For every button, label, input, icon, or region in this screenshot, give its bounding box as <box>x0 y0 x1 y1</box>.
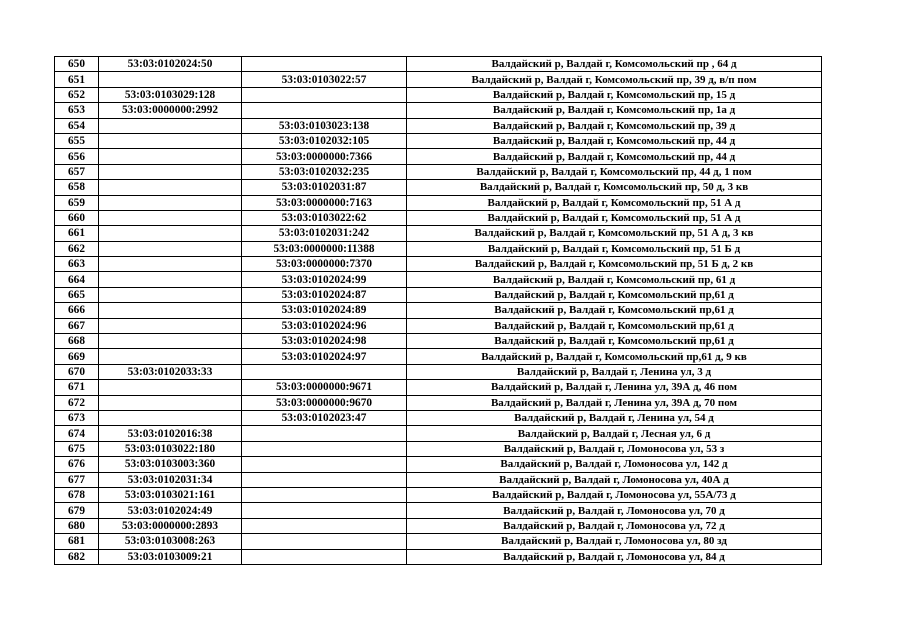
address-cell: Валдайский р, Валдай г, Комсомольский пр, 39 д <box>407 118 822 133</box>
cadastral-number-cell <box>99 257 242 272</box>
table-row <box>55 226 822 241</box>
table-row <box>55 410 822 425</box>
table-row <box>55 149 822 164</box>
row-number-cell: 675 <box>55 441 99 456</box>
cadastral-number-alt-cell: 53:03:0102031:87 <box>242 180 407 195</box>
cadastral-number-alt-cell: 53:03:0103022:62 <box>242 210 407 225</box>
address-cell: Валдайский р, Валдай г, Комсомольский пр, 51 А д, 3 кв <box>407 226 822 241</box>
row-number-cell: 651 <box>55 72 99 87</box>
table-row <box>55 272 822 287</box>
table-row <box>55 164 822 179</box>
cadastral-number-cell <box>99 241 242 256</box>
cadastral-number-alt-cell: 53:03:0102024:87 <box>242 287 407 302</box>
table-row <box>55 534 822 549</box>
table-row <box>55 133 822 148</box>
address-cell: Валдайский р, Валдай г, Комсомольский пр,61 д <box>407 303 822 318</box>
table-row <box>55 103 822 118</box>
cadastral-number-alt-cell <box>242 534 407 549</box>
cadastral-number-alt-cell: 53:03:0102024:98 <box>242 334 407 349</box>
cadastral-number-cell <box>99 287 242 302</box>
cadastral-number-alt-cell <box>242 472 407 487</box>
address-cell: Валдайский р, Валдай г, Комсомольский пр, 1а д <box>407 103 822 118</box>
table-row <box>55 195 822 210</box>
cadastral-number-cell <box>99 195 242 210</box>
table-row <box>55 303 822 318</box>
cadastral-number-cell <box>99 180 242 195</box>
address-cell: Валдайский р, Валдай г, Лесная ул, 6 д <box>407 426 822 441</box>
table-row <box>55 241 822 256</box>
address-cell: Валдайский р, Валдай г, Комсомольский пр, 51 Б д, 2 кв <box>407 257 822 272</box>
row-number-cell: 677 <box>55 472 99 487</box>
address-cell: Валдайский р, Валдай г, Ломоносова ул, 84 д <box>407 549 822 564</box>
table-row <box>55 472 822 487</box>
address-cell: Валдайский р, Валдай г, Комсомольский пр, 44 д <box>407 149 822 164</box>
cadastral-number-cell: 53:03:0102016:38 <box>99 426 242 441</box>
registry-table-body <box>55 57 822 565</box>
address-cell: Валдайский р, Валдай г, Комсомольский пр , 64 д <box>407 57 822 72</box>
address-cell: Валдайский р, Валдай г, Комсомольский пр, 44 д, 1 пом <box>407 164 822 179</box>
cadastral-number-cell: 53:03:0103029:128 <box>99 87 242 102</box>
table-row <box>55 287 822 302</box>
cadastral-number-alt-cell: 53:03:0103023:138 <box>242 118 407 133</box>
table-row <box>55 441 822 456</box>
cadastral-number-cell: 53:03:0000000:2893 <box>99 518 242 533</box>
row-number-cell: 661 <box>55 226 99 241</box>
cadastral-number-cell <box>99 210 242 225</box>
table-row <box>55 210 822 225</box>
cadastral-number-cell: 53:03:0102031:34 <box>99 472 242 487</box>
cadastral-number-alt-cell: 53:03:0102032:235 <box>242 164 407 179</box>
row-number-cell: 670 <box>55 364 99 379</box>
row-number-cell: 682 <box>55 549 99 564</box>
cadastral-number-alt-cell: 53:03:0103022:57 <box>242 72 407 87</box>
cadastral-number-cell: 53:03:0103022:180 <box>99 441 242 456</box>
table-row <box>55 380 822 395</box>
table-row <box>55 318 822 333</box>
row-number-cell: 680 <box>55 518 99 533</box>
cadastral-number-cell <box>99 164 242 179</box>
cadastral-number-alt-cell: 53:03:0102032:105 <box>242 133 407 148</box>
address-cell: Валдайский р, Валдай г, Ломоносова ул, 142 д <box>407 457 822 472</box>
address-cell: Валдайский р, Валдай г, Ленина ул, 39А д, 46 пом <box>407 380 822 395</box>
cadastral-number-alt-cell <box>242 364 407 379</box>
table-row <box>55 487 822 502</box>
address-cell: Валдайский р, Валдай г, Комсомольский пр,61 д <box>407 334 822 349</box>
row-number-cell: 679 <box>55 503 99 518</box>
address-cell: Валдайский р, Валдай г, Комсомольский пр,61 д <box>407 287 822 302</box>
cadastral-number-cell <box>99 149 242 164</box>
address-cell: Валдайский р, Валдай г, Комсомольский пр, 39 д, в/п пом <box>407 72 822 87</box>
table-row <box>55 349 822 364</box>
cadastral-number-alt-cell: 53:03:0102023:47 <box>242 410 407 425</box>
row-number-cell: 655 <box>55 133 99 148</box>
cadastral-number-alt-cell <box>242 503 407 518</box>
cadastral-number-cell <box>99 395 242 410</box>
table-row <box>55 334 822 349</box>
cadastral-number-cell: 53:03:0102024:49 <box>99 503 242 518</box>
cadastral-number-alt-cell <box>242 426 407 441</box>
row-number-cell: 660 <box>55 210 99 225</box>
row-number-cell: 672 <box>55 395 99 410</box>
cadastral-number-cell: 53:03:0103003:360 <box>99 457 242 472</box>
row-number-cell: 668 <box>55 334 99 349</box>
row-number-cell: 652 <box>55 87 99 102</box>
cadastral-number-alt-cell <box>242 549 407 564</box>
cadastral-number-cell <box>99 118 242 133</box>
address-cell: Валдайский р, Валдай г, Комсомольский пр, 51 Б д <box>407 241 822 256</box>
table-row <box>55 118 822 133</box>
cadastral-number-cell <box>99 380 242 395</box>
row-number-cell: 676 <box>55 457 99 472</box>
cadastral-number-cell <box>99 72 242 87</box>
row-number-cell: 681 <box>55 534 99 549</box>
cadastral-number-alt-cell: 53:03:0000000:7370 <box>242 257 407 272</box>
address-cell: Валдайский р, Валдай г, Ленина ул, 3 д <box>407 364 822 379</box>
table-row <box>55 72 822 87</box>
row-number-cell: 665 <box>55 287 99 302</box>
address-cell: Валдайский р, Валдай г, Комсомольский пр, 61 д <box>407 272 822 287</box>
cadastral-number-cell <box>99 318 242 333</box>
cadastral-number-cell <box>99 349 242 364</box>
cadastral-number-cell <box>99 410 242 425</box>
cadastral-number-alt-cell <box>242 518 407 533</box>
cadastral-number-alt-cell: 53:03:0000000:9670 <box>242 395 407 410</box>
cadastral-number-alt-cell: 53:03:0102031:242 <box>242 226 407 241</box>
cadastral-number-alt-cell <box>242 87 407 102</box>
cadastral-number-alt-cell: 53:03:0000000:7366 <box>242 149 407 164</box>
cadastral-number-alt-cell <box>242 57 407 72</box>
table-row <box>55 57 822 72</box>
cadastral-number-cell: 53:03:0102024:50 <box>99 57 242 72</box>
address-cell: Валдайский р, Валдай г, Комсомольский пр, 15 д <box>407 87 822 102</box>
table-row <box>55 426 822 441</box>
cadastral-number-cell: 53:03:0103021:161 <box>99 487 242 502</box>
row-number-cell: 673 <box>55 410 99 425</box>
cadastral-number-cell <box>99 272 242 287</box>
row-number-cell: 663 <box>55 257 99 272</box>
cadastral-number-alt-cell: 53:03:0000000:11388 <box>242 241 407 256</box>
table-row <box>55 180 822 195</box>
cadastral-number-alt-cell <box>242 487 407 502</box>
table-row <box>55 503 822 518</box>
cadastral-number-alt-cell: 53:03:0102024:99 <box>242 272 407 287</box>
row-number-cell: 671 <box>55 380 99 395</box>
cadastral-number-cell <box>99 334 242 349</box>
cadastral-number-cell: 53:03:0103009:21 <box>99 549 242 564</box>
row-number-cell: 654 <box>55 118 99 133</box>
address-cell: Валдайский р, Валдай г, Ленина ул, 39А д, 70 пом <box>407 395 822 410</box>
cadastral-number-alt-cell: 53:03:0000000:7163 <box>242 195 407 210</box>
row-number-cell: 656 <box>55 149 99 164</box>
cadastral-number-alt-cell: 53:03:0102024:96 <box>242 318 407 333</box>
row-number-cell: 659 <box>55 195 99 210</box>
address-cell: Валдайский р, Валдай г, Комсомольский пр, 44 д <box>407 133 822 148</box>
table-row <box>55 87 822 102</box>
row-number-cell: 666 <box>55 303 99 318</box>
address-cell: Валдайский р, Валдай г, Ломоносова ул, 40А д <box>407 472 822 487</box>
cadastral-number-cell <box>99 226 242 241</box>
address-cell: Валдайский р, Валдай г, Комсомольский пр, 51 А д <box>407 195 822 210</box>
table-row <box>55 395 822 410</box>
cadastral-number-cell: 53:03:0102033:33 <box>99 364 242 379</box>
address-cell: Валдайский р, Валдай г, Ломоносова ул, 55А/73 д <box>407 487 822 502</box>
cadastral-number-cell: 53:03:0000000:2992 <box>99 103 242 118</box>
row-number-cell: 674 <box>55 426 99 441</box>
address-cell: Валдайский р, Валдай г, Комсомольский пр, 50 д, 3 кв <box>407 180 822 195</box>
row-number-cell: 650 <box>55 57 99 72</box>
address-cell: Валдайский р, Валдай г, Ломоносова ул, 53 з <box>407 441 822 456</box>
cadastral-number-alt-cell: 53:03:0102024:89 <box>242 303 407 318</box>
table-row <box>55 257 822 272</box>
row-number-cell: 653 <box>55 103 99 118</box>
address-cell: Валдайский р, Валдай г, Комсомольский пр, 51 А д <box>407 210 822 225</box>
table-row <box>55 549 822 564</box>
address-cell: Валдайский р, Валдай г, Ломоносова ул, 70 д <box>407 503 822 518</box>
row-number-cell: 669 <box>55 349 99 364</box>
cadastral-number-alt-cell <box>242 441 407 456</box>
cadastral-number-cell: 53:03:0103008:263 <box>99 534 242 549</box>
property-registry-table <box>54 56 822 565</box>
address-cell: Валдайский р, Валдай г, Ломоносова ул, 72 д <box>407 518 822 533</box>
cadastral-number-alt-cell <box>242 457 407 472</box>
table-row <box>55 457 822 472</box>
cadastral-number-alt-cell: 53:03:0102024:97 <box>242 349 407 364</box>
cadastral-number-alt-cell <box>242 103 407 118</box>
table-row <box>55 518 822 533</box>
cadastral-number-alt-cell: 53:03:0000000:9671 <box>242 380 407 395</box>
cadastral-number-cell <box>99 303 242 318</box>
table-row <box>55 364 822 379</box>
row-number-cell: 658 <box>55 180 99 195</box>
address-cell: Валдайский р, Валдай г, Ленина ул, 54 д <box>407 410 822 425</box>
row-number-cell: 657 <box>55 164 99 179</box>
row-number-cell: 667 <box>55 318 99 333</box>
address-cell: Валдайский р, Валдай г, Комсомольский пр,61 д <box>407 318 822 333</box>
row-number-cell: 664 <box>55 272 99 287</box>
cadastral-number-cell <box>99 133 242 148</box>
row-number-cell: 662 <box>55 241 99 256</box>
address-cell: Валдайский р, Валдай г, Ломоносова ул, 80 зд <box>407 534 822 549</box>
address-cell: Валдайский р, Валдай г, Комсомольский пр,61 д, 9 кв <box>407 349 822 364</box>
row-number-cell: 678 <box>55 487 99 502</box>
